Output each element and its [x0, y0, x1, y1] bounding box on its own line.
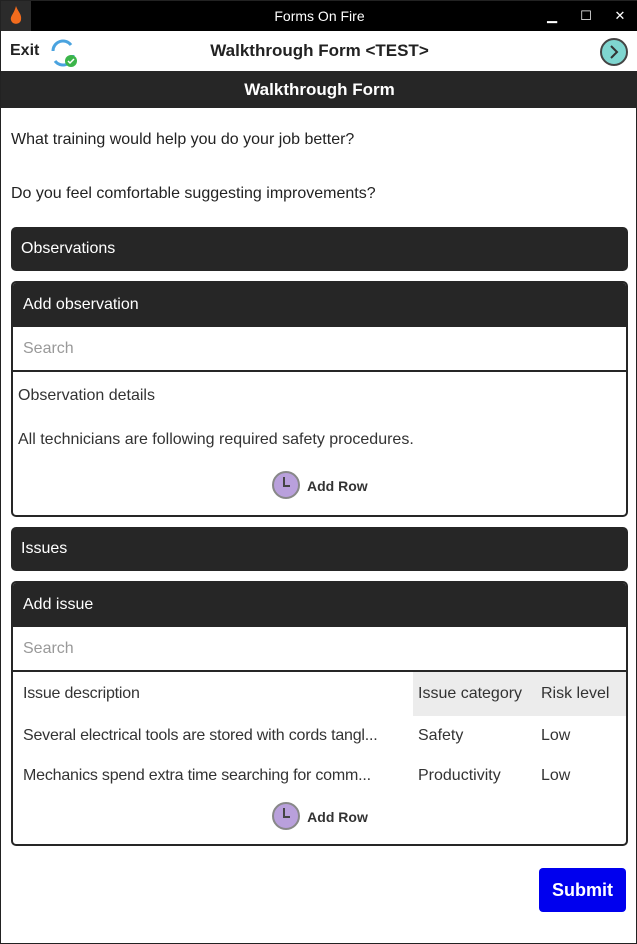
add-row-button[interactable]	[271, 471, 368, 501]
add-row-button[interactable]	[13, 796, 626, 844]
issues-bar[interactable]: Issues	[11, 527, 628, 571]
table-row[interactable]	[13, 756, 626, 796]
add-observation-header[interactable]: Add observation	[13, 283, 626, 327]
window-title: Forms On Fire	[274, 8, 365, 24]
table-row[interactable]	[13, 716, 626, 756]
flame-icon	[1, 1, 31, 31]
observation-card	[11, 281, 628, 517]
question-text: What training would help you do your job better?	[11, 131, 355, 148]
table-row[interactable]: All technicians are following required safety procedures.	[18, 431, 414, 448]
cell-risk: Low	[541, 767, 571, 784]
column-header: Issue category	[413, 672, 536, 716]
section-title: Walkthrough Form	[1, 71, 637, 108]
minimize-button[interactable]: ▁	[547, 8, 557, 23]
close-button[interactable]: ✕	[614, 8, 626, 23]
clock-icon	[271, 802, 301, 832]
form-title: Walkthrough Form <TEST>	[210, 41, 429, 60]
column-header: Observation details	[18, 387, 155, 404]
issue-search-input[interactable]: Search	[13, 627, 626, 672]
observations-bar[interactable]: Observations	[11, 227, 628, 271]
cell-category: Safety	[418, 727, 464, 744]
add-row-label: Add Row	[307, 809, 368, 825]
issues-area	[1, 581, 637, 934]
table-header	[13, 672, 626, 716]
submit-button[interactable]: Submit	[539, 868, 626, 912]
clock-icon	[271, 471, 301, 501]
sync-icon[interactable]	[47, 37, 79, 74]
add-row-label: Add Row	[307, 478, 368, 494]
cell-risk: Low	[541, 727, 571, 744]
add-issue-header[interactable]: Add issue	[13, 583, 626, 627]
observation-search-input[interactable]: Search	[13, 327, 626, 372]
maximize-button[interactable]: ☐	[580, 8, 592, 23]
cell-description: Mechanics spend extra time searching for comm...	[23, 767, 371, 784]
next-arrow-icon[interactable]	[599, 37, 629, 72]
column-header: Risk level	[536, 672, 626, 716]
issue-card	[11, 581, 628, 846]
cell-description: Several electrical tools are stored with cords tangl...	[23, 727, 378, 744]
column-header: Issue description	[23, 685, 140, 702]
exit-button[interactable]: Exit	[10, 42, 40, 59]
question-text: Do you feel comfortable suggesting improvements?	[11, 185, 376, 202]
cell-category: Productivity	[418, 767, 501, 784]
